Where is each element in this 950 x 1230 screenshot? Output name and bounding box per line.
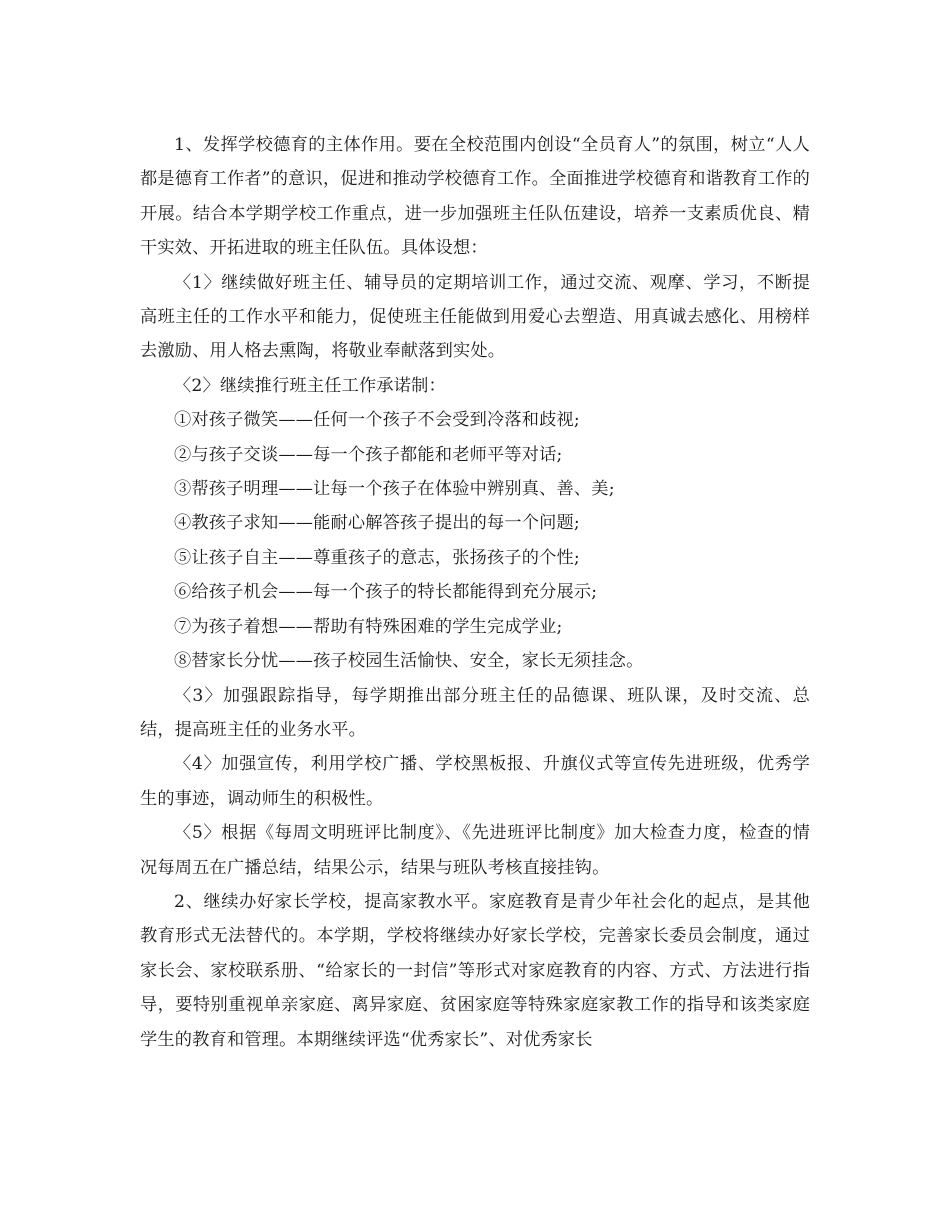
paragraph-publicity: 〈4〉加强宣传，利用学校广播、学校黑板报、升旗仪式等宣传先进班级，优秀学生的事迹，调动师生的积极性。 (140, 754, 810, 809)
paragraph-parent-school: 2、继续办好家长学校，提高家教水平。家庭教育是青少年社会化的起点，是其他教育形式无法替代的。本学期，学校将继续办好家长学校，完善家长委员会制度，通过家长会、家校联系册、“给家长的一封信”等形式对家庭教育的内容、方式、方法进行指导，要特别重视单亲家庭、离异家庭、贫困家庭等特殊家庭家教工作的指导和该类家庭学生的教育和管理。本期继续评选“优秀家长”、对优秀家长 (140, 891, 810, 1050)
list-item-commitment-7: ⑦为孩子着想——帮助有特殊困难的学生完成学业; (174, 616, 563, 637)
paragraph-training: 〈1〉继续做好班主任、辅导员的定期培训工作，通过交流、观摩、学习，不断提高班主任的工作水平和能力，促使班主任能做到用爱心去塑造、用真诚去感化、用榜样去激励、用人格去熏陶，将敬业奉献落到实处。 (140, 272, 810, 362)
list-item-commitment-5: ⑤让孩子自主——尊重孩子的意志，张扬孩子的个性; (174, 547, 580, 568)
list-item-commitment-1: ①对孩子微笑——任何一个孩子不会受到冷落和歧视; (174, 410, 580, 431)
paragraph-commitment-system: 〈2〉继续推行班主任工作承诺制： (174, 375, 446, 396)
list-item-commitment-4: ④教孩子求知——能耐心解答孩子提出的每一个问题; (174, 513, 580, 534)
paragraph-evaluation: 〈5〉根据《每周文明班评比制度》、《先进班评比制度》加大检查力度，检查的情况每周五在广播总结，结果公示，结果与班队考核直接挂钩。 (140, 823, 810, 878)
list-item-commitment-6: ⑥给孩子机会——每一个孩子的特长都能得到充分展示; (174, 582, 598, 603)
paragraph-moral-education-role: 1、发挥学校德育的主体作用。要在全校范围内创设“全员育人”的氛围，树立“人人都是德育工作者”的意识，促进和推动学校德育工作。全面推进学校德育和谐教育工作的开展。结合本学期学校工作重点，进一步加强班主任队伍建设，培养一支素质优良、精干实效、开拓进取的班主任队伍。具体设想： (140, 135, 810, 259)
list-item-commitment-8: ⑧替家长分忧——孩子校园生活愉快、安全，家长无须挂念。 (174, 651, 644, 672)
list-item-commitment-2: ②与孩子交谈——每一个孩子都能和老师平等对话; (174, 444, 563, 465)
document-body (140, 128, 810, 1057)
paragraph-tracking-guidance: 〈3〉加强跟踪指导，每学期推出部分班主任的品德课、班队课，及时交流、总结，提高班主任的业务水平。 (140, 685, 810, 740)
list-item-commitment-3: ③帮孩子明理——让每一个孩子在体验中辨别真、善、美; (174, 479, 615, 500)
